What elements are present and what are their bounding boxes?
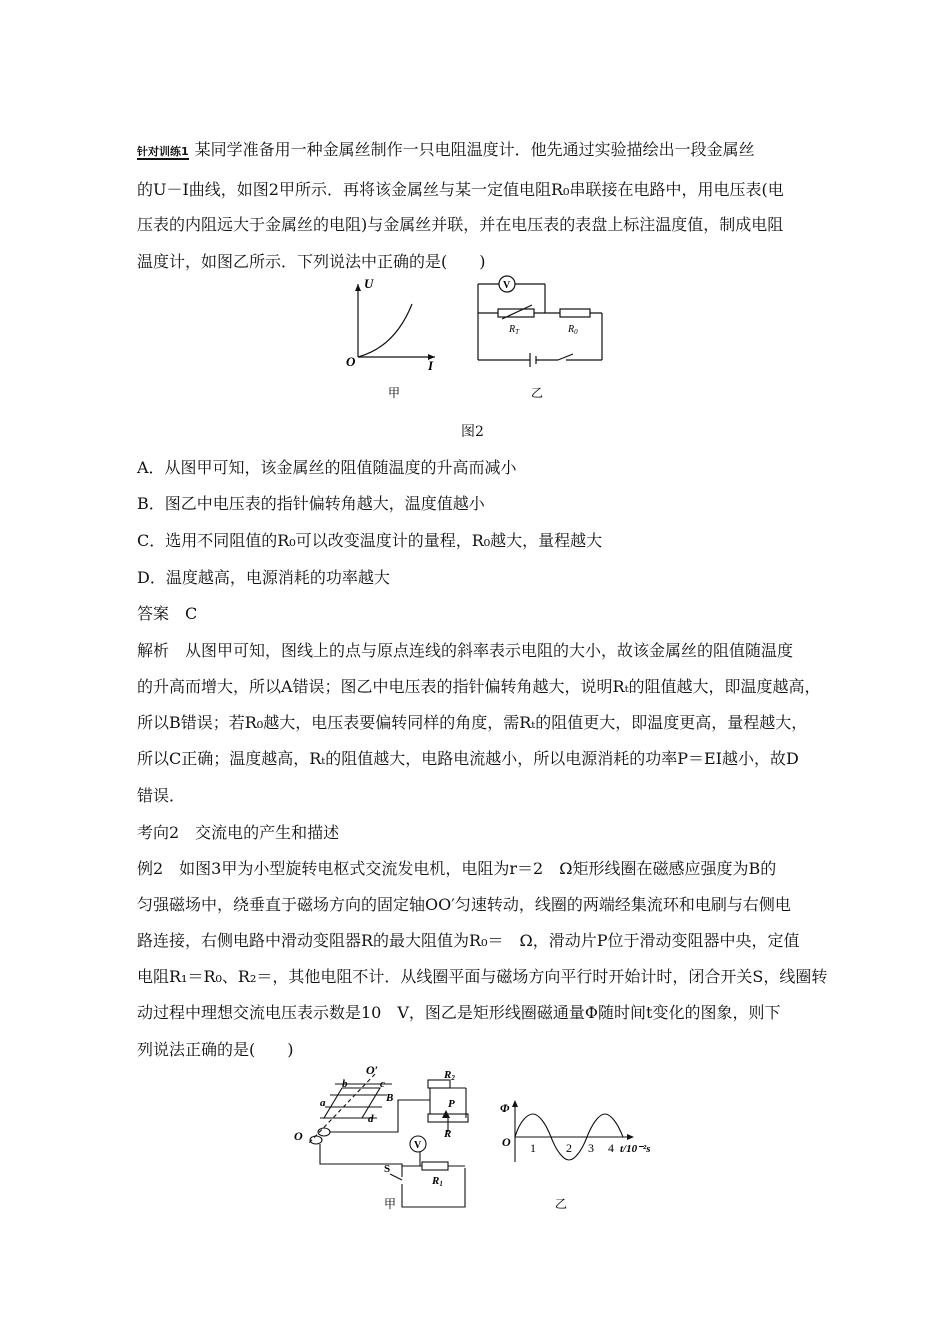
ui-graph	[346, 276, 435, 373]
label-b-corner: b	[342, 1078, 348, 1090]
label-r1: R1	[432, 1175, 443, 1188]
graph-origin: O	[346, 354, 356, 369]
figure3-label-b: 乙	[555, 1197, 568, 1211]
thermometer-circuit	[478, 276, 602, 367]
label-p: P	[448, 1098, 455, 1110]
label-s: S	[384, 1163, 391, 1175]
r0-label: $R_0$	[568, 324, 578, 336]
analysis-line-3: 所以B错误；若R₀越大，电压表要偏转同样的角度，需Rₜ的阻值更大，即温度更高，量程越大，	[137, 713, 808, 732]
r1-resistor-icon	[422, 1162, 448, 1170]
figure3-label-a: 甲	[384, 1197, 397, 1211]
figure-2	[330, 272, 630, 407]
analysis-line-2: 的升高而增大，所以A错误；图乙中电压表的指针偏转角越大，说明Rₜ的阻值越大，即温度越高，	[137, 677, 821, 696]
label-r: R	[444, 1128, 452, 1140]
figure2-caption: 图2	[461, 424, 484, 440]
voltmeter-label: V	[503, 280, 511, 291]
tick-3: 3	[588, 1141, 594, 1155]
figure2-label-a: 甲	[388, 386, 401, 400]
ui-curve	[358, 304, 412, 357]
option-b: B．图乙中电压表的指针偏转角越大，温度值越小	[137, 494, 485, 513]
analysis-line-4: 所以C正确；温度越高，Rₜ的阻值越大，电路电流越小，所以电源消耗的功率P＝EI越小，故D	[137, 749, 799, 768]
exercise-text-1: 某同学准备用一种金属丝制作一只电阻温度计．他先通过实验描绘出一段金属丝	[194, 140, 755, 159]
option-a: A．从图甲可知，该金属丝的阻值随温度的升高而减小	[137, 458, 517, 477]
figure2-label-b: 乙	[531, 386, 544, 400]
example-line-2: 匀强磁场中，绕垂直于磁场方向的固定轴OO′匀速转动，线圈的两端经集流环和电刷与右侧电	[137, 895, 791, 914]
r0-resistor-icon	[560, 309, 590, 317]
example-line-5: 动过程中理想交流电压表示数是10 V，图乙是矩形线圈磁通量Φ随时间t变化的图象，则下	[137, 1003, 781, 1022]
section-heading: 考向2 交流电的产生和描述	[137, 823, 340, 842]
example-line-6: 列说法正确的是( )	[137, 1040, 294, 1059]
label-c-corner: c	[380, 1078, 385, 1090]
label-phi: Φ	[500, 1101, 510, 1115]
t-axis-label: t/10⁻²s	[620, 1143, 651, 1155]
label-a-corner: a	[320, 1097, 326, 1109]
exercise-line-1	[137, 140, 755, 162]
tick-1: 1	[530, 1141, 536, 1155]
example-line-4: 电阻R₁＝R₀、R₂＝，其他电阻不计．从线圈平面与磁场方向平行时开始计时，闭合开关S，线圈转	[137, 967, 828, 986]
option-c: C．选用不同阻值的R₀可以改变温度计的量程，R₀越大，量程越大	[137, 531, 603, 550]
graph-y-label: U	[364, 276, 374, 291]
graph-x-label: I	[428, 358, 434, 373]
example-line-1: 例2 如图3甲为小型旋转电枢式交流发电机，电阻为r＝2 Ω矩形线圈在磁感应强度为B的	[137, 859, 777, 878]
switch-s-icon	[390, 1174, 402, 1180]
exercise-tag: 针对训练1	[137, 145, 189, 158]
figure-3	[290, 1062, 680, 1217]
switch-icon	[558, 354, 573, 360]
rt-label: $R_T$	[509, 324, 520, 336]
r2-resistor-icon	[428, 1080, 450, 1088]
flux-origin: O	[502, 1135, 511, 1149]
label-field-b: B	[386, 1092, 394, 1104]
exercise-line-2: 的U－I曲线，如图2甲所示．再将该金属丝与某一定值电阻R₀串联接在电路中，用电压表(电	[137, 180, 784, 199]
label-v: V	[414, 1140, 422, 1151]
label-d-corner: d	[368, 1113, 374, 1125]
answer: 答案 C	[137, 604, 198, 623]
analysis-line-5: 错误．	[137, 786, 186, 805]
exercise-line-4: 温度计，如图乙所示．下列说法中正确的是( )	[137, 252, 486, 271]
label-r2: R2	[444, 1069, 455, 1082]
exercise-line-3: 压表的内阻远大于金属丝的电阻)与金属丝并联，并在电压表的表盘上标注温度值，制成电阻	[137, 215, 784, 234]
label-o-prime: O′	[366, 1063, 379, 1077]
label-o: O	[294, 1129, 303, 1143]
analysis-line-1: 解析 从图甲可知，图线上的点与原点连线的斜率表示电阻的大小，故该金属丝的阻值随温度	[137, 641, 794, 660]
tick-4: 4	[608, 1141, 614, 1155]
example-line-3: 路连接，右侧电路中滑动变阻器R的最大阻值为R₀＝ Ω，滑动片P位于滑动变阻器中央，定值	[137, 931, 800, 950]
tick-2: 2	[566, 1141, 572, 1155]
option-d: D．温度越高，电源消耗的功率越大	[137, 568, 390, 587]
